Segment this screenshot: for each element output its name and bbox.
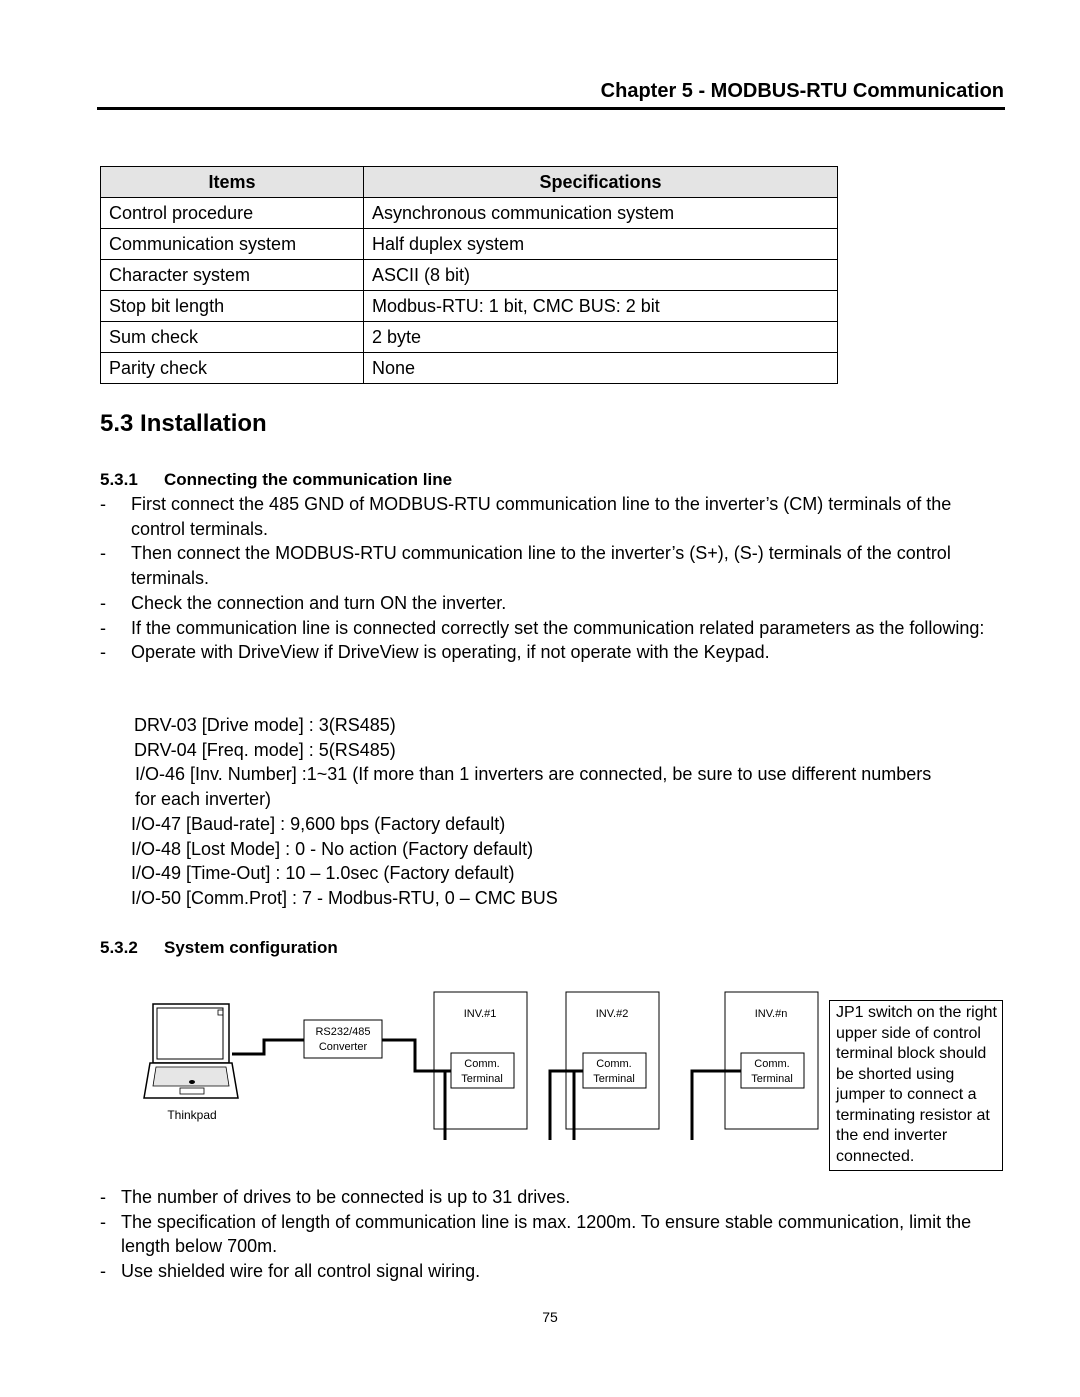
- parameter-line: I/O-46 [Inv. Number] :1~31 (If more than 1 inverters are connected, be sure to use different numbers: [135, 764, 932, 785]
- inverter-label: INV.#1: [463, 1008, 497, 1020]
- parameter-line: I/O-47 [Baud-rate] : 9,600 bps (Factory default): [131, 813, 506, 834]
- section-title: 5.3 Installation: [100, 410, 267, 437]
- list-item: - If the communication line is connected correctly set the communication related parameters as the following:: [100, 616, 1010, 641]
- terminal-label: Comm.: [596, 1058, 632, 1070]
- table-row: [101, 291, 838, 322]
- table-cell: None: [364, 353, 838, 384]
- list-item: - The number of drives to be connected is up to 31 drives.: [100, 1185, 1010, 1210]
- terminal-label: Terminal: [593, 1073, 635, 1085]
- list-item: - Then connect the MODBUS-RTU communication line to the inverter’s (S+), (S-) terminals of the control terminals.: [100, 541, 1010, 590]
- terminal-label: Terminal: [461, 1073, 503, 1085]
- subsection-heading-connecting: [100, 470, 452, 490]
- converter-box: [304, 1020, 382, 1058]
- parameter-line: DRV-03 [Drive mode] : 3(RS485): [134, 715, 396, 735]
- table-cell: Communication system: [101, 229, 364, 260]
- parameter-line: I/O-49 [Time-Out] : 10 – 1.0sec (Factory default): [131, 863, 515, 884]
- spec-table: [100, 166, 838, 384]
- inverter-label: INV.#n: [754, 1008, 788, 1020]
- table-cell: Control procedure: [101, 198, 364, 229]
- table-cell: Parity check: [101, 353, 364, 384]
- terminal-label: Terminal: [751, 1073, 793, 1085]
- inverter-box-1: [434, 992, 527, 1129]
- table-row: [101, 322, 838, 353]
- list-item: - Operate with DriveView if DriveView is operating, if not operate with the Keypad.: [100, 640, 1010, 665]
- subsection-number: 5.3.2: [100, 938, 138, 957]
- subsection-title: Connecting the communication line: [164, 470, 453, 489]
- parameter-list: [131, 713, 1011, 911]
- inverter-box-n: [725, 992, 818, 1129]
- column-header-items: Items: [101, 167, 364, 198]
- table-row: [101, 198, 838, 229]
- connection-steps-list: [100, 492, 1010, 665]
- laptop-label: Thinkpad: [167, 1108, 217, 1122]
- parameter-line: I/O-50 [Comm.Prot] : 7 - Modbus-RTU, 0 – CMC BUS: [131, 887, 558, 908]
- parameter-line: for each inverter): [135, 789, 272, 810]
- table-row: [101, 260, 838, 291]
- table-cell: Modbus-RTU: 1 bit, CMC BUS: 2 bit: [364, 291, 838, 322]
- converter-label: Converter: [318, 1041, 368, 1053]
- table-header-row: [101, 167, 838, 198]
- table-cell: Stop bit length: [101, 291, 364, 322]
- page-number: 75: [542, 1309, 558, 1325]
- terminal-label: Comm.: [754, 1058, 790, 1070]
- inverter-label: INV.#2: [595, 1008, 629, 1020]
- terminal-label: Comm.: [464, 1058, 500, 1070]
- table-cell: Half duplex system: [364, 229, 838, 260]
- table-cell: Character system: [101, 260, 364, 291]
- parameter-line: DRV-04 [Freq. mode] : 5(RS485): [134, 739, 396, 760]
- header-rule: [97, 107, 1005, 110]
- laptop-icon: [144, 1004, 238, 1122]
- list-item: - Check the connection and turn ON the inverter.: [100, 591, 1010, 616]
- list-item: - The specification of length of communication line is max. 1200m. To ensure stable communication, limit the length below 700m.: [100, 1210, 1010, 1259]
- table-cell: ASCII (8 bit): [364, 260, 838, 291]
- list-item: - Use shielded wire for all control signal wiring.: [100, 1259, 1010, 1284]
- table-cell: 2 byte: [364, 322, 838, 353]
- list-item: - First connect the 485 GND of MODBUS-RTU communication line to the inverter’s (CM) terminals of the control terminals.: [100, 492, 1010, 541]
- table-cell: Sum check: [101, 322, 364, 353]
- subsection-title: System configuration: [164, 938, 338, 957]
- system-configuration-diagram: [140, 990, 830, 1140]
- converter-label: RS232/485: [315, 1026, 371, 1038]
- jp1-note-box: JP1 switch on the right upper side of control terminal block should be shorted using jumper to connect a terminating resistor at the end inverter connected.: [829, 1000, 1003, 1171]
- chapter-title: Chapter 5 - MODBUS-RTU Communication: [600, 80, 1004, 102]
- subsection-number: 5.3.1: [100, 470, 138, 489]
- column-header-specifications: Specifications: [364, 167, 838, 198]
- table-row: [101, 353, 838, 384]
- table-row: [101, 229, 838, 260]
- table-cell: Asynchronous communication system: [364, 198, 838, 229]
- subsection-heading-system-configuration: [100, 938, 338, 958]
- parameter-line: I/O-48 [Lost Mode] : 0 - No action (Factory default): [131, 838, 534, 859]
- inverter-box-2: [566, 992, 659, 1129]
- configuration-notes-list: [100, 1185, 1010, 1284]
